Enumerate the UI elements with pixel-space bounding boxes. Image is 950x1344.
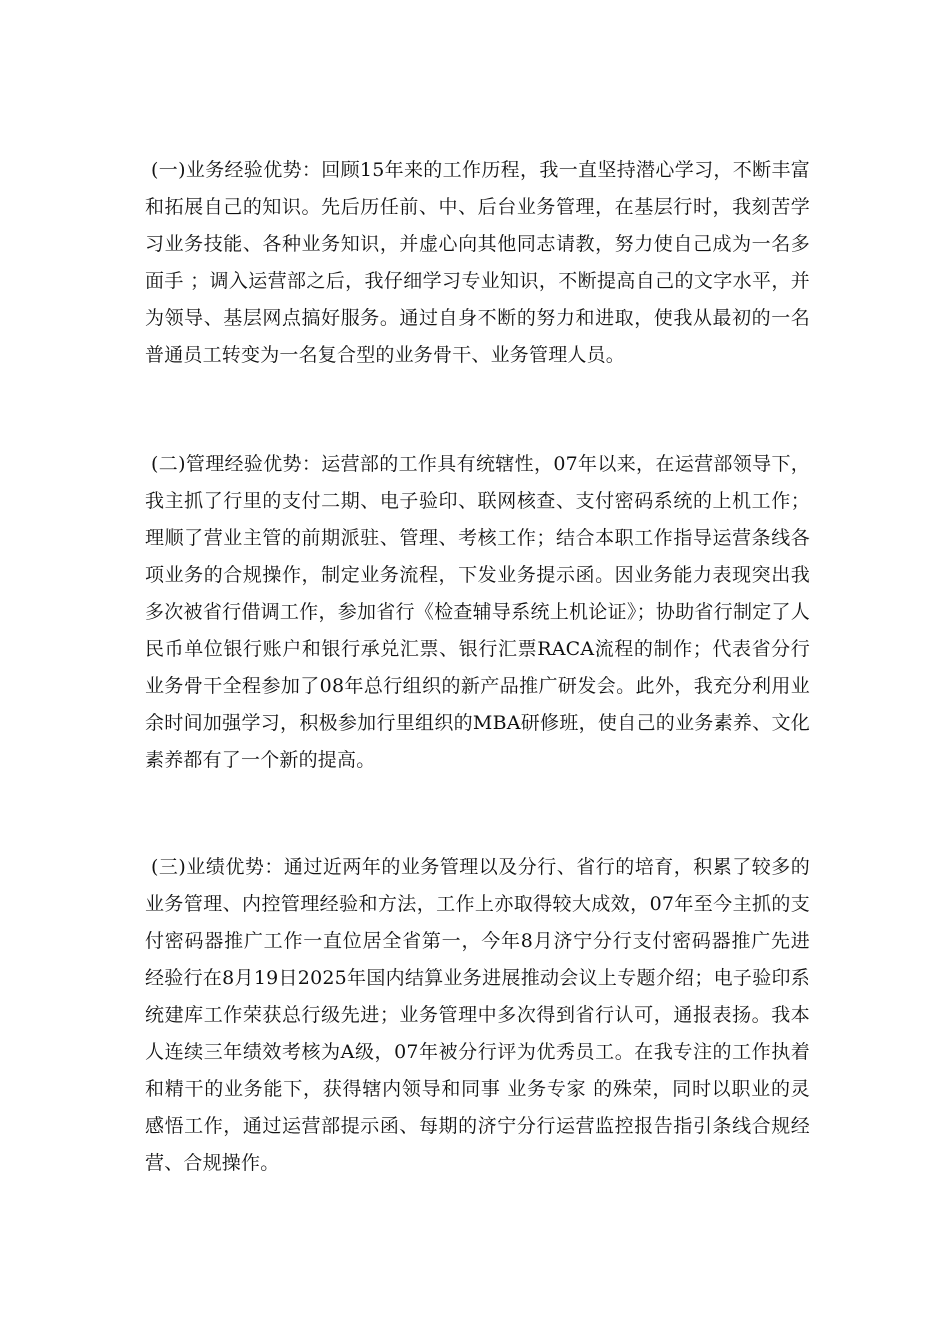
paragraph-management-experience: (二)管理经验优势：运营部的工作具有统辖性，07年以来，在运营部领导下，我主抓了行里的支付二期、电子验印、联网核查、支付密码系统的上机工作；理顺了营业主管的前期派驻、管理、考核工作；结合本职工作指导运营条线各项业务的合规操作，制定业务流程，下发业务提示函。因业务能力表现突出我多次被省行借调工作，参加省行《检查辅导系统上机论证》；协助省行制定了人民币单位银行账户和银行承兑汇票、银行汇票RACA流程的制作；代表省分行业务骨干全程参加了08年总行组织的新产品推广研发会。此外，我充分利用业余时间加强学习，积极参加行里组织的MBA研修班，使自己的业务素养、文化素养都有了一个新的提高。 [145,453,810,771]
paragraph-business-experience: (一)业务经验优势：回顾15年来的工作历程，我一直坚持潜心学习，不断丰富和拓展自己的知识。先后历任前、中、后台业务管理，在基层行时，我刻苦学习业务技能、各种业务知识，并虚心向其他同志请教，努力使自己成为一名多面手 ；调入运营部之后，我仔细学习专业知识，不断提高自己的文字水平，并为领导、基层网点搞好服务。通过自身不断的努力和进取，使我从最初的一名普通员工转变为一名复合型的业务骨干、业务管理人员。 [145,159,810,366]
paragraph-performance: (三)业绩优势：通过近两年的业务管理以及分行、省行的培育，积累了较多的业务管理、内控管理经验和方法，工作上亦取得较大成效，07年至今主抓的支付密码器推广工作一直位居全省第一，今年8月济宁分行支付密码器推广先进经验行在8月19日2025年国内结算业务进展推动会议上专题介绍；电子验印系统建库工作荣获总行级先进；业务管理中多次得到省行认可，通报表扬。我本人连续三年绩效考核为A级，07年被分行评为优秀员工。在我专注的工作执着和精干的业务能下，获得辖内领导和同事 业务专家 的殊荣，同时以职业的灵感悟工作，通过运营部提示函、每期的济宁分行运营监控报告指引条线合规经营、合规操作。 [145,856,810,1174]
